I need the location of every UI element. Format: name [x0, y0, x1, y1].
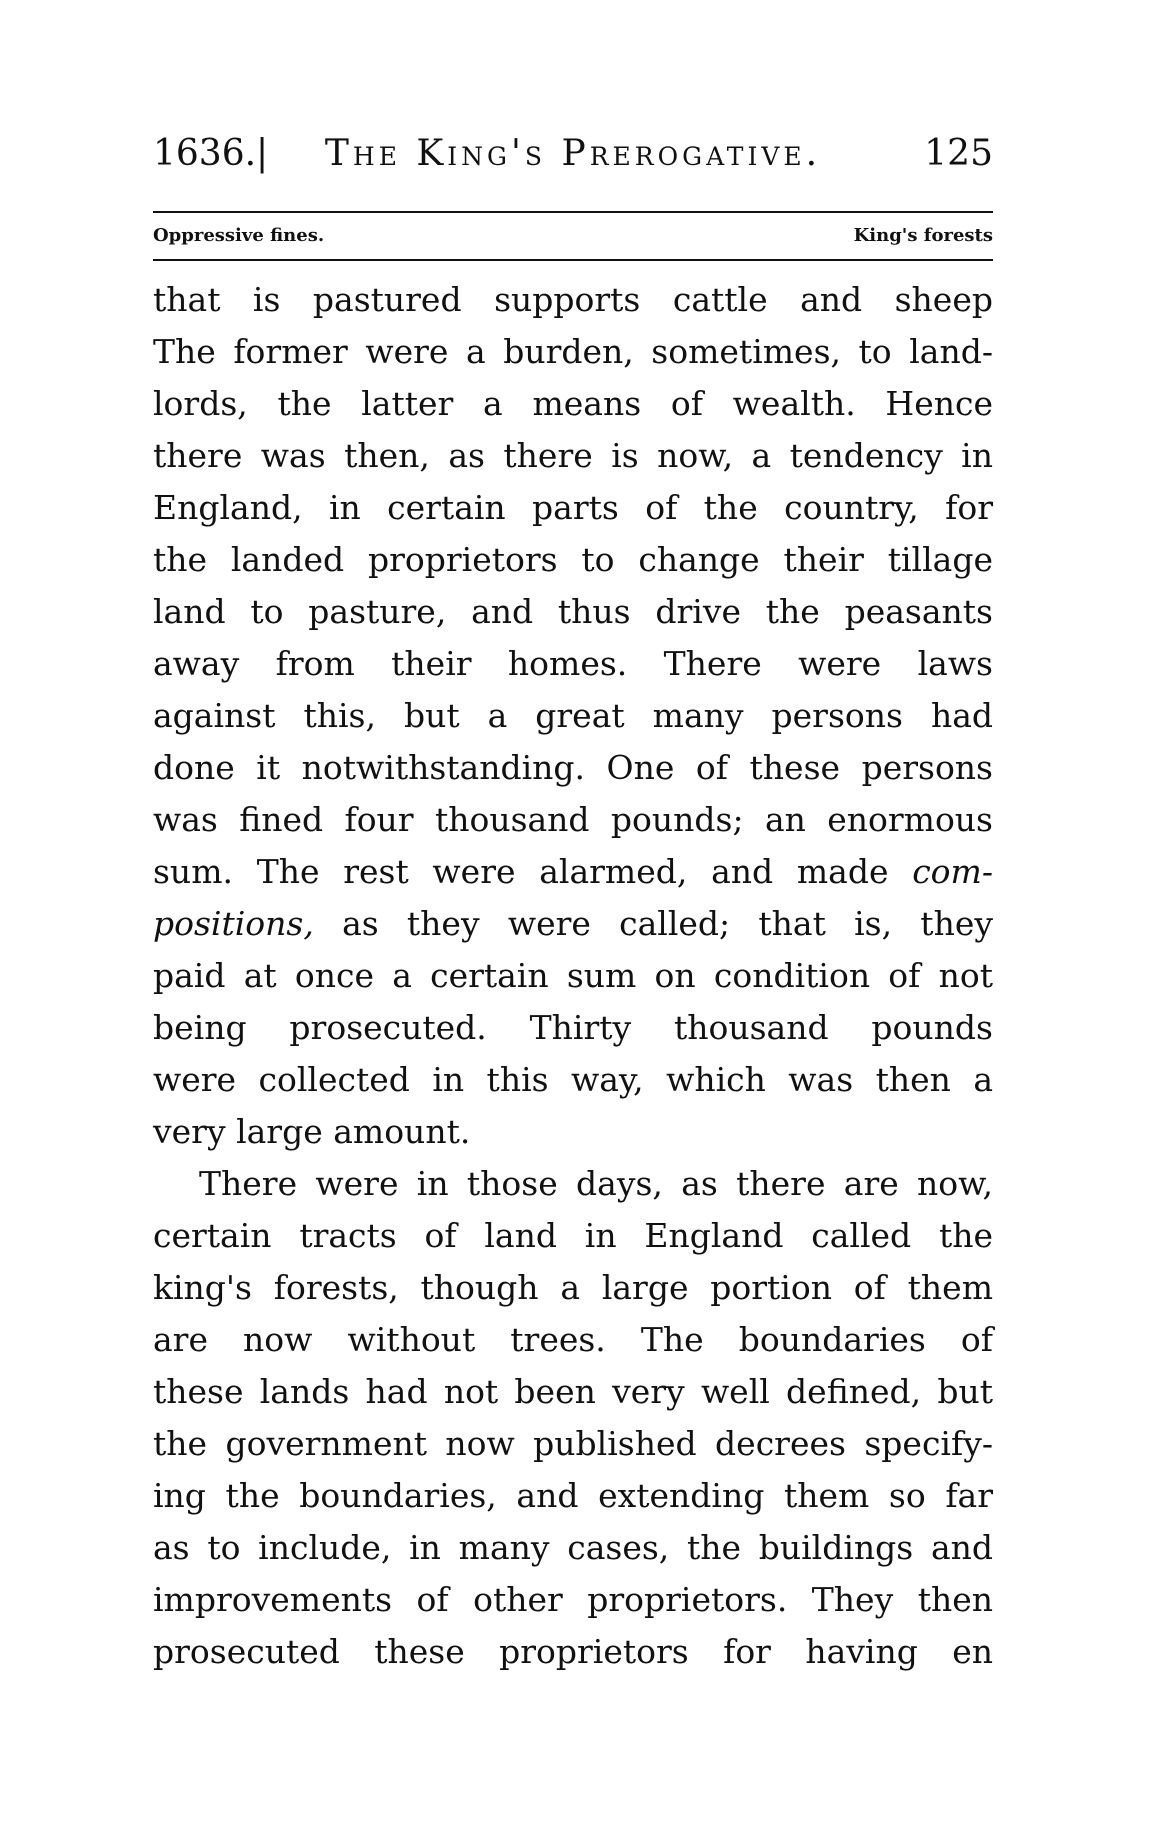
line-italic-text: positions,: [153, 904, 314, 943]
text-line: [153, 378, 993, 430]
text-line: [153, 1470, 993, 1522]
text-line: [153, 1626, 993, 1678]
text-line: [153, 1522, 993, 1574]
line-text: lords, the latter a means of wealth. Hence: [153, 384, 993, 423]
line-text: against this, but a great many persons had: [153, 696, 993, 735]
line-text: England, in certain parts of the country, for: [153, 488, 993, 527]
line-text: these lands had not been very well defined, but: [153, 1372, 993, 1411]
text-line: [153, 846, 993, 898]
line-text: done it notwithstanding. One of these persons: [153, 748, 993, 787]
text-line: [153, 898, 993, 950]
line-text: was fined four thousand pounds; an enormous: [153, 800, 993, 839]
text-line: [153, 1054, 993, 1106]
line-text: there was then, as there is now, a tendency in: [153, 436, 993, 475]
text-line: [153, 1366, 993, 1418]
line-text: There were in those days, as there are now,: [199, 1164, 993, 1203]
line-text: are now without trees. The boundaries of: [153, 1320, 993, 1359]
line-text: the landed proprietors to change their tillage: [153, 540, 993, 579]
line-text: land to pasture, and thus drive the peasants: [153, 592, 993, 631]
sidenote-left: Oppressive fines.: [153, 225, 325, 246]
line-text: The former were a burden, sometimes, to land-: [153, 332, 993, 371]
line-text: being prosecuted. Thirty thousand pounds: [153, 1008, 993, 1047]
sidenotes: [153, 214, 993, 258]
line-italic-text: com-: [912, 852, 993, 891]
text-line: [153, 950, 993, 1002]
line-text: sum. The rest were alarmed, and made: [153, 852, 913, 891]
line-text: as they were called; that is, they: [313, 904, 993, 943]
header-rule-bottom: [153, 259, 993, 261]
text-line: [153, 1262, 993, 1314]
sidenote-right: King's forests: [853, 225, 993, 246]
text-line: [153, 638, 993, 690]
line-text: certain tracts of land in England called the: [153, 1216, 993, 1255]
text-line: [153, 326, 993, 378]
body-text: [153, 274, 993, 1678]
text-line: [153, 534, 993, 586]
text-line: [153, 1574, 993, 1626]
header-rule-top: [153, 211, 993, 213]
text-line: [153, 1418, 993, 1470]
text-line: [153, 586, 993, 638]
line-text: that is pastured supports cattle and sheep: [153, 280, 993, 319]
text-line: [153, 1314, 993, 1366]
text-line: [153, 1210, 993, 1262]
line-text: paid at once a certain sum on condition of not: [153, 956, 993, 995]
line-text: the government now published decrees specify-: [153, 1424, 993, 1463]
line-text: prosecuted these proprietors for having en: [153, 1632, 993, 1671]
text-line: [153, 1002, 993, 1054]
text-line: [153, 794, 993, 846]
header-year: 1636.|: [153, 133, 269, 174]
page-number: 125: [924, 133, 993, 174]
line-text: were collected in this way, which was then a: [153, 1060, 993, 1099]
text-line: [153, 430, 993, 482]
text-line: [153, 482, 993, 534]
line-text: ing the boundaries, and extending them so far: [153, 1476, 993, 1515]
line-text: as to include, in many cases, the buildings and: [153, 1528, 993, 1567]
line-text: king's forests, though a large portion of them: [153, 1268, 993, 1307]
text-line: [153, 742, 993, 794]
text-line: [153, 690, 993, 742]
running-head: [153, 126, 993, 182]
line-text: away from their homes. There were laws: [153, 644, 993, 683]
text-line: [153, 1106, 993, 1158]
line-text: improvements of other proprietors. They then: [153, 1580, 993, 1619]
text-line: [153, 274, 993, 326]
text-line: [153, 1158, 993, 1210]
header-title: The King's Prerogative.: [324, 133, 822, 174]
line-text: very large amount.: [153, 1112, 471, 1151]
